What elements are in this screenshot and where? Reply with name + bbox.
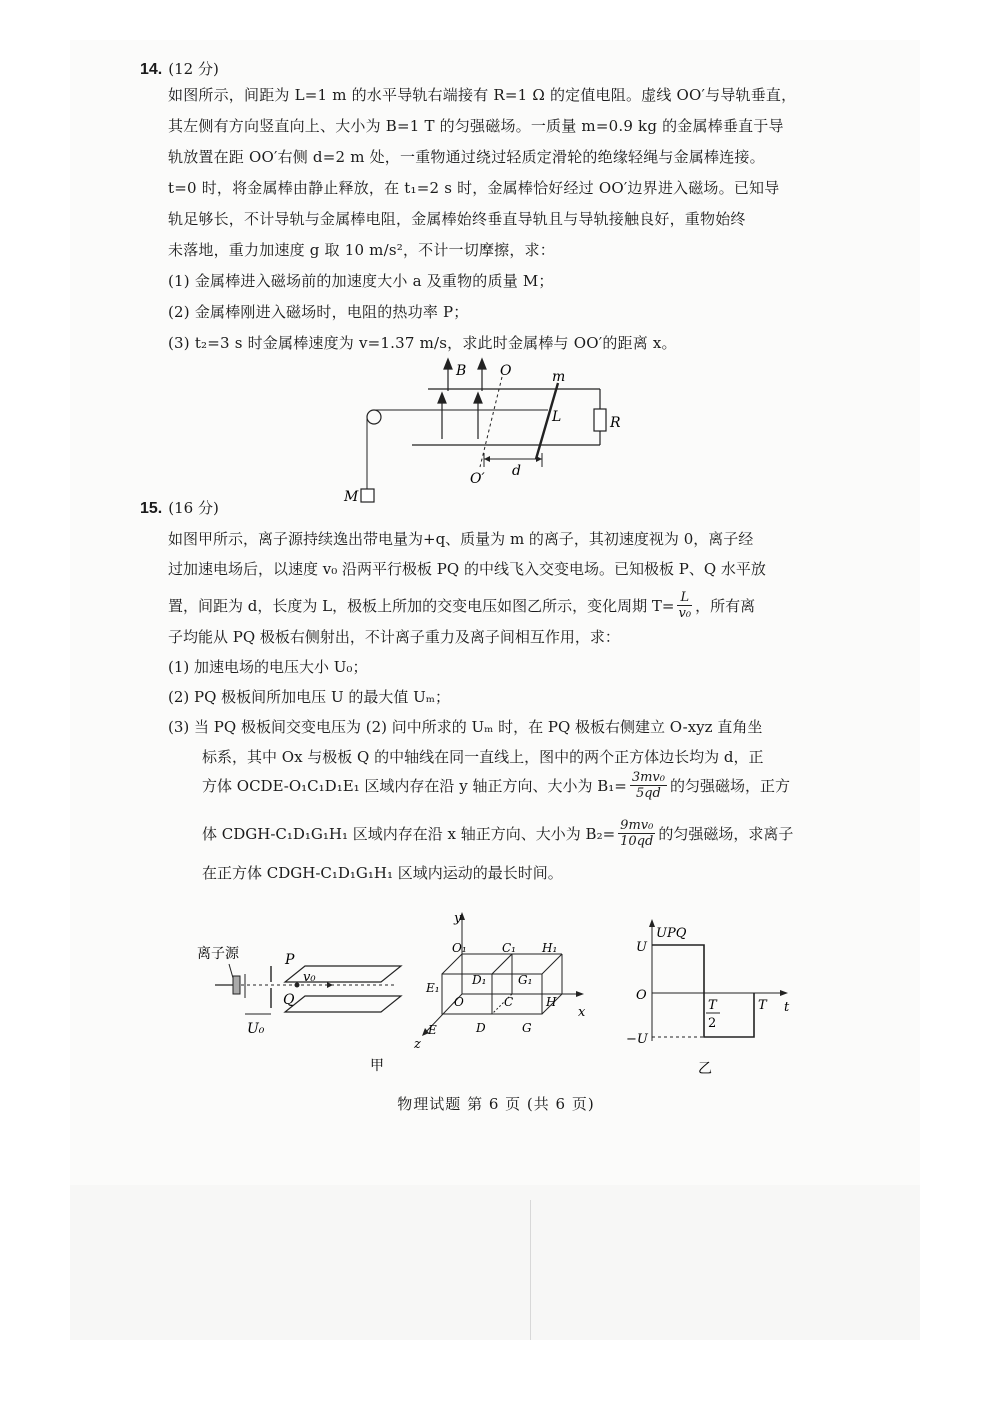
label-v0: v₀: [303, 970, 316, 985]
q14-line: 未落地，重力加速度 g 取 10 m/s²，不计一切摩擦，求：: [168, 241, 555, 259]
label-G1: G₁: [518, 973, 533, 987]
label-T-half-den: 2: [708, 1016, 717, 1031]
label-origin: O: [636, 988, 647, 1003]
d-arrow-left: [484, 456, 490, 462]
q15-subquestion: (2) PQ 极板间所加电压 U 的最大值 Uₘ；: [168, 688, 450, 706]
q15-line: 如图甲所示，离子源持续逸出带电量为+q、质量为 m 的离子，其初速度视为 0，离子经: [168, 530, 754, 548]
label-E: E: [428, 1023, 437, 1037]
fraction-numerator: 3mv₀: [631, 770, 665, 785]
label-t: t: [784, 1000, 790, 1015]
label-Q: Q: [283, 992, 295, 1008]
q15-line: 子均能从 PQ 极板右侧射出，不计离子重力及离子间相互作用，求：: [168, 628, 620, 646]
label-D: D: [476, 1021, 486, 1035]
label-P: P: [285, 952, 295, 968]
q14-line: 轨足够长，不计导轨与金属棒电阻，金属棒始终垂直导轨且与导轨接触良好，重物始终: [168, 210, 746, 228]
q14-line: t=0 时，将金属棒由静止释放，在 t₁=2 s 时，金属棒恰好经过 OO′边界进入磁场。已知导: [168, 179, 780, 197]
q15-line-with-B2: [202, 818, 793, 849]
edge-H1G1: [542, 954, 562, 974]
q14-line: 其左侧有方向竖直向上、大小为 B=1 T 的匀强磁场。一质量 m=0.9 kg 的金属棒垂直于导: [168, 117, 784, 135]
boundary-OO: [480, 377, 502, 467]
plate-Q: [285, 996, 401, 1012]
q15-line-text: 的匀强磁场，求离子: [658, 825, 794, 843]
question-14-body: [168, 80, 858, 359]
fraction-B2: [618, 818, 655, 849]
t-axis-arrow: [780, 990, 788, 996]
label-O: O: [500, 363, 512, 379]
q14-line: 如图所示，间距为 L=1 m 的水平导轨右端接有 R=1 Ω 的定值电阻。虚线 OO′与导轨垂直，: [168, 86, 797, 104]
label-C: C: [504, 995, 514, 1009]
q15-subquestion: (3) 当 PQ 极板间交变电压为 (2) 问中所求的 Uₘ 时，在 PQ 极板右侧建立 O-xyz 直角坐: [168, 718, 763, 736]
edge-C1D1: [492, 954, 512, 974]
label-H: H: [546, 995, 557, 1009]
edge-O1E1: [442, 954, 462, 974]
ion-source-block: [233, 976, 240, 994]
q14-figure: [330, 355, 620, 515]
label-x: x: [578, 1005, 586, 1020]
ion-dot: [295, 983, 300, 988]
label-z: z: [414, 1037, 421, 1052]
label-ion-source: 离子源: [197, 946, 239, 962]
fraction-denominator: v₀: [678, 606, 692, 621]
fraction-B1: [630, 770, 667, 801]
question-15-number: 15. (16 分): [140, 499, 219, 517]
question-14-score: (12 分): [168, 60, 219, 78]
label-O-prime: O′: [470, 471, 485, 487]
pulley: [367, 410, 381, 424]
voltage-waveform: [652, 945, 754, 1037]
question-15-score: (16 分): [168, 499, 219, 517]
label-D1: D₁: [472, 973, 487, 987]
source-pointer: [229, 964, 233, 978]
label-R: R: [610, 415, 621, 431]
page-footer: 物理试题 第 6 页 (共 6 页): [397, 1095, 595, 1113]
fraction-denominator: 5qd: [635, 786, 661, 801]
q15-line: 过加速电场后，以速度 v₀ 沿两平行极板 PQ 的中线飞入交变电场。已知极板 P、Q 水平放: [168, 560, 766, 578]
fraction-period: [677, 590, 692, 621]
label-d: d: [512, 463, 521, 479]
q15-subquestion: (1) 加速电场的电压大小 U₀；: [168, 658, 368, 676]
q14-subquestion: (1) 金属棒进入磁场前的加速度大小 a 及重物的质量 M；: [168, 272, 554, 290]
label-G: G: [522, 1021, 532, 1035]
question-14-number: 14. (12 分): [140, 60, 219, 78]
label-T: T: [758, 998, 767, 1013]
label-U: U: [636, 940, 647, 955]
weight-block: [361, 489, 374, 502]
label-C1: C₁: [502, 941, 516, 955]
q14-line: 轨放置在距 OO′右侧 d=2 m 处，一重物通过绕过轻质定滑轮的绝缘轻绳与金属棒连接。: [168, 148, 765, 166]
label-negU: −U: [626, 1032, 648, 1047]
label-L: L: [552, 409, 562, 425]
label-m: m: [552, 369, 566, 385]
q15-line-text: 体 CDGH-C₁D₁G₁H₁ 区域内存在沿 x 轴正方向、大小为 B₂=: [202, 825, 616, 843]
q14-subquestion: (3) t₂=3 s 时金属棒速度为 v=1.37 m/s，求此时金属棒与 OO′的距离 x。: [168, 334, 677, 352]
x-axis-arrow: [576, 991, 584, 997]
label-M: M: [344, 489, 359, 505]
resistor-symbol: [594, 409, 606, 431]
label-O: O: [454, 995, 464, 1009]
label-O1: O₁: [452, 941, 467, 955]
q15-line-with-period: [168, 590, 755, 621]
figure-caption-jia: 甲: [370, 1058, 384, 1074]
figure-jia-cubes: [408, 908, 598, 1058]
fraction-denominator: 10qd: [620, 834, 654, 849]
q15-line-with-B1: [202, 770, 790, 801]
q15-line-text: 的匀强磁场，正方: [669, 777, 790, 795]
q15-line-text: ，所有离: [695, 597, 756, 615]
label-E1: E₁: [426, 981, 440, 995]
fraction-numerator: L: [677, 590, 692, 606]
fraction-numerator: 9mv₀: [620, 818, 654, 833]
label-T-half-num: T: [708, 998, 717, 1013]
q15-subquestion-cont: 标系，其中 Ox 与极板 Q 的中轴线在同一直线上，图中的两个正方体边长均为 d，正: [202, 748, 764, 766]
fold-line: [530, 1200, 531, 1340]
figure-yi-voltage: [622, 915, 802, 1080]
label-B: B: [456, 363, 467, 379]
figure-jia-plates: [195, 938, 425, 1074]
q15-line-text: 置，间距为 d，长度为 L，极板上所加的交变电压如图乙所示，变化周期 T=: [168, 597, 675, 615]
U-axis-arrow: [649, 919, 655, 927]
q15-line-text: 方体 OCDE-O₁C₁D₁E₁ 区域内存在沿 y 轴正方向、大小为 B₁=: [202, 777, 627, 795]
velocity-arrow: [327, 982, 333, 988]
q14-subquestion: (2) 金属棒刚进入磁场时，电阻的热功率 P；: [168, 303, 469, 321]
label-Upq: UPQ: [656, 926, 687, 941]
label-H1: H₁: [542, 941, 558, 955]
label-U0: U₀: [247, 1021, 265, 1037]
label-y: y: [454, 911, 462, 926]
q15-subquestion-cont: 在正方体 CDGH-C₁D₁G₁H₁ 区域内运动的最长时间。: [202, 864, 563, 882]
d-arrow-right: [536, 456, 542, 462]
paper-sheet-lower: [70, 1185, 920, 1340]
figure-caption-yi: 乙: [698, 1061, 712, 1077]
